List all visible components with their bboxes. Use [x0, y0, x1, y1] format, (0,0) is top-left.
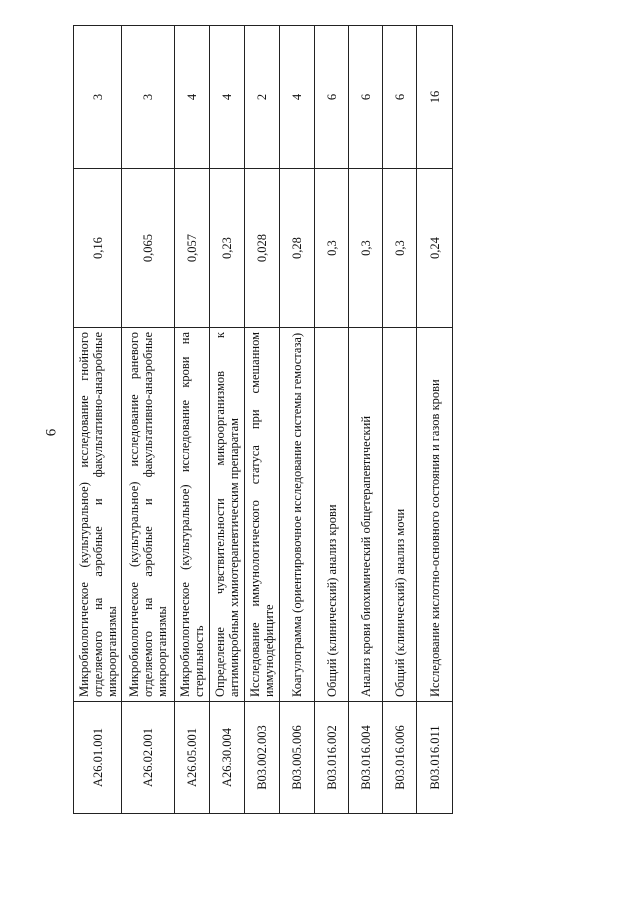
service-name: Исследование кислотно-основного состояния и газов крови	[417, 328, 453, 702]
service-count: 4	[175, 26, 210, 169]
service-frequency: 0,3	[349, 169, 383, 328]
service-count: 3	[74, 26, 122, 169]
service-count: 3	[122, 26, 175, 169]
service-name: Общий (клинический) анализ крови	[315, 328, 349, 702]
service-frequency: 0,057	[175, 169, 210, 328]
table-row	[210, 26, 245, 814]
service-frequency: 0,24	[417, 169, 453, 328]
table-row	[349, 26, 383, 814]
service-count: 2	[245, 26, 280, 169]
service-code: A26.01.001	[74, 702, 122, 814]
service-frequency: 0,3	[383, 169, 417, 328]
service-count: 16	[417, 26, 453, 169]
service-frequency: 0,16	[74, 169, 122, 328]
service-count: 6	[315, 26, 349, 169]
table-row	[280, 26, 315, 814]
table-row	[122, 26, 175, 814]
table-row	[74, 26, 122, 814]
table-row	[245, 26, 280, 814]
service-code: A26.02.001	[122, 702, 175, 814]
service-code: B03.016.002	[315, 702, 349, 814]
table-frame	[73, 26, 452, 814]
service-name: Исследование иммунологического статуса при смешанном иммунодефиците	[245, 328, 280, 702]
table-row	[175, 26, 210, 814]
service-frequency: 0,3	[315, 169, 349, 328]
service-name: Микробиологическое (культуральное) исследование крови на стерильность	[175, 328, 210, 702]
service-count: 6	[383, 26, 417, 169]
service-count: 4	[210, 26, 245, 169]
service-code: B03.005.006	[280, 702, 315, 814]
service-name: Микробиологическое (культуральное) исследование раневого отделяемого на аэробные и факультативно-анаэробные микроорганизмы	[122, 328, 175, 702]
table-row	[417, 26, 453, 814]
rotated-table-container	[73, 26, 452, 814]
service-frequency: 0,028	[245, 169, 280, 328]
service-name: Анализ крови биохимический общетерапевтический	[349, 328, 383, 702]
table-row	[383, 26, 417, 814]
service-frequency: 0,065	[122, 169, 175, 328]
service-code: B03.016.004	[349, 702, 383, 814]
service-frequency: 0,28	[280, 169, 315, 328]
service-code: A26.30.004	[210, 702, 245, 814]
table-row	[315, 26, 349, 814]
service-code: B03.016.006	[383, 702, 417, 814]
service-name: Микробиологическое (культуральное) исследование гнойного отделяемого на аэробные и факультативно-анаэробные микроорганизмы	[74, 328, 122, 702]
service-count: 6	[349, 26, 383, 169]
service-code: A26.05.001	[175, 702, 210, 814]
service-name: Общий (клинический) анализ мочи	[383, 328, 417, 702]
service-count: 4	[280, 26, 315, 169]
service-code: B03.002.003	[245, 702, 280, 814]
service-name: Коагулограмма (ориентировочное исследование системы гемостаза)	[280, 328, 315, 702]
service-code: B03.016.011	[417, 702, 453, 814]
page-number: 6	[43, 428, 60, 437]
service-name: Определение чувствительности микроорганизмов к антимикробным химиотерапевтическим препаратам	[210, 328, 245, 702]
service-frequency: 0,23	[210, 169, 245, 328]
services-table	[73, 25, 453, 814]
